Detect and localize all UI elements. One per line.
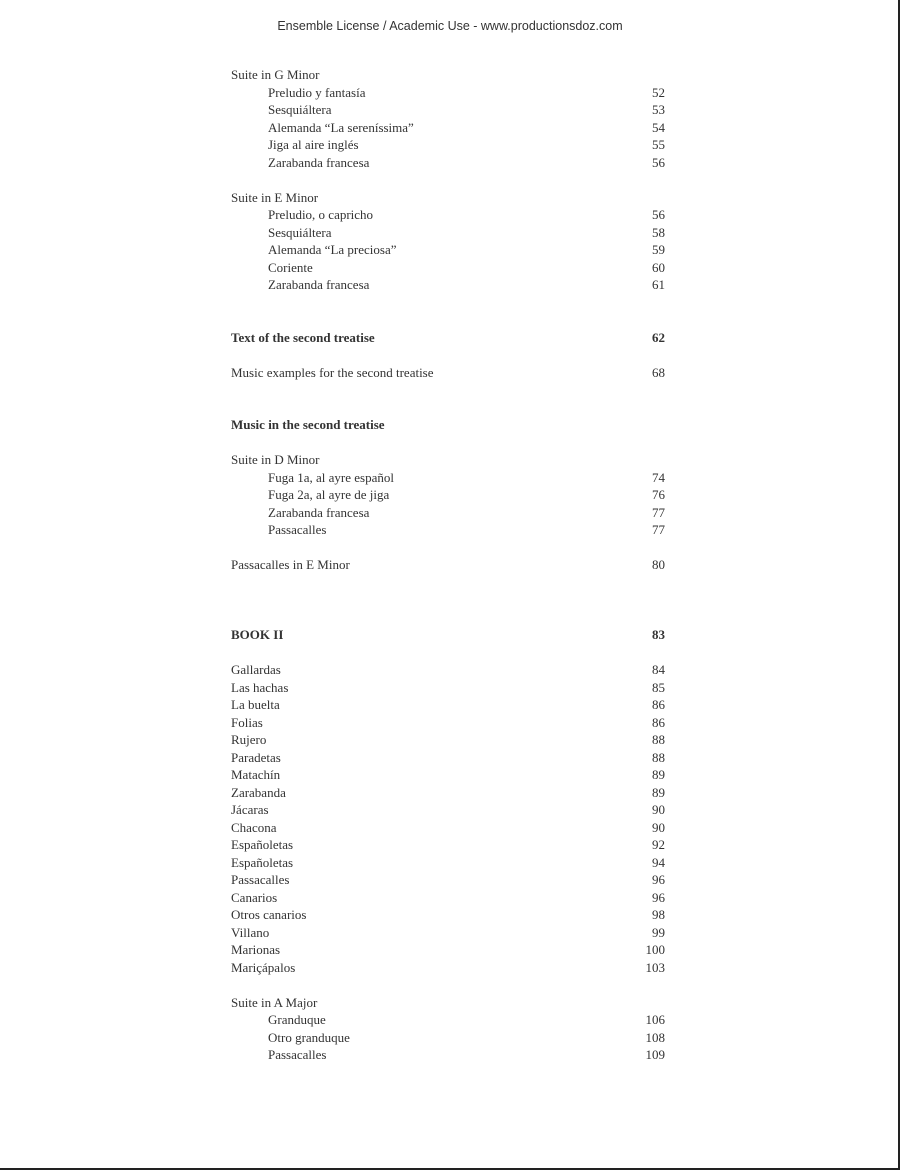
entry-page: 94: [652, 854, 665, 870]
entry-page: 56: [652, 207, 665, 222]
entry-label: Matachín: [231, 767, 281, 782]
entry-page: 92: [652, 837, 665, 852]
toc-entry: [231, 224, 665, 242]
toc-entry: [231, 941, 665, 959]
entry-label: Españoletas: [231, 837, 294, 852]
heading-page: 62: [652, 329, 665, 345]
entry-page: 106: [645, 1012, 665, 1027]
entry-page: 80: [652, 557, 665, 572]
toc-entry: [231, 154, 665, 172]
table-of-contents: [231, 66, 665, 1064]
entry-label: Canarios: [231, 889, 278, 905]
entry-label: Zarabanda francesa: [268, 277, 370, 292]
spacer: [231, 539, 665, 557]
entry-label: Marionas: [231, 942, 281, 957]
toc-entry: [231, 871, 665, 889]
entry-page: 103: [645, 959, 665, 975]
entry-label: Las hachas: [231, 679, 289, 695]
entry-page: 89: [652, 784, 665, 800]
spacer: [231, 644, 665, 662]
entry-label: Granduque: [268, 1012, 326, 1027]
toc-entry: [231, 801, 665, 819]
entry-page: 89: [652, 767, 665, 782]
toc-entry: [231, 906, 665, 924]
entry-page: 53: [652, 102, 665, 117]
entry-page: 56: [652, 154, 665, 170]
entry-label: Zarabanda francesa: [268, 154, 370, 170]
toc-entry: [231, 364, 665, 382]
entry-page: 90: [652, 819, 665, 835]
entry-label: Preludio y fantasía: [268, 84, 366, 100]
entry-page: 88: [652, 749, 665, 765]
heading-page: 83: [652, 627, 665, 642]
entry-page: 90: [652, 802, 665, 817]
toc-heading: [231, 416, 665, 434]
toc-section-title: [231, 189, 665, 207]
entry-page: 98: [652, 907, 665, 922]
entry-page: 54: [652, 119, 665, 135]
entry-page: 74: [652, 469, 665, 485]
toc-entry: [231, 504, 665, 522]
entry-label: Otros canarios: [231, 907, 307, 922]
entry-label: Sesquiáltera: [268, 224, 332, 240]
entry-page: 109: [645, 1047, 665, 1062]
toc-entry: [231, 84, 665, 102]
spacer: [231, 171, 665, 189]
entry-page: 88: [652, 732, 665, 747]
toc-entry: [231, 784, 665, 802]
entry-label: Folias: [231, 714, 263, 730]
spacer: [231, 434, 665, 452]
toc-entry: [231, 521, 665, 539]
entry-label: Fuga 1a, al ayre español: [268, 469, 394, 485]
entry-label: Paradetas: [231, 749, 281, 765]
toc-entry: [231, 696, 665, 714]
entry-label: Sesquiáltera: [268, 102, 332, 117]
entry-label: Chacona: [231, 819, 277, 835]
entry-label: Villano: [231, 924, 270, 940]
entry-label: Mariçápalos: [231, 959, 296, 975]
toc-heading: [231, 329, 665, 347]
entry-label: Coriente: [268, 259, 313, 275]
entry-page: 60: [652, 259, 665, 275]
toc-entry: [231, 259, 665, 277]
toc-section-title: [231, 994, 665, 1012]
spacer: [231, 346, 665, 364]
entry-page: 96: [652, 872, 665, 887]
entry-label: Passacalles: [268, 522, 327, 537]
entry-label: Otro granduque: [268, 1029, 350, 1045]
toc-entry: [231, 889, 665, 907]
toc-entry: [231, 854, 665, 872]
toc-entry: [231, 556, 665, 574]
entry-page: 59: [652, 242, 665, 257]
toc-section-title: [231, 451, 665, 469]
entry-page: 58: [652, 224, 665, 240]
section-title: Suite in G Minor: [231, 67, 320, 82]
entry-label: Alemanda “La sereníssima”: [268, 119, 414, 135]
toc-entry: [231, 714, 665, 732]
entry-page: 96: [652, 889, 665, 905]
entry-label: Gallardas: [231, 662, 281, 677]
entry-page: 77: [652, 504, 665, 520]
spacer: [231, 294, 665, 329]
entry-page: 76: [652, 487, 665, 502]
toc-entry: [231, 1046, 665, 1064]
entry-label: Jiga al aire inglés: [268, 137, 359, 152]
entry-page: 108: [645, 1029, 665, 1045]
entry-label: Fuga 2a, al ayre de jiga: [268, 487, 390, 502]
entry-label: Rujero: [231, 732, 267, 747]
toc-entry: [231, 766, 665, 784]
toc-entry: [231, 819, 665, 837]
toc-entry: [231, 276, 665, 294]
spacer: [231, 381, 665, 416]
toc-entry: [231, 959, 665, 977]
entry-label: Preludio, o capricho: [268, 207, 374, 222]
toc-entry: [231, 486, 665, 504]
entry-label: Passacalles: [268, 1047, 327, 1062]
toc-entry: [231, 206, 665, 224]
entry-page: 52: [652, 84, 665, 100]
entry-page: 86: [652, 714, 665, 730]
entry-label: Zarabanda: [231, 784, 286, 800]
entry-label: Alemanda “La preciosa”: [268, 242, 397, 257]
entry-page: 84: [652, 662, 665, 677]
entry-page: 99: [652, 924, 665, 940]
toc-entry: [231, 136, 665, 154]
section-title: Suite in D Minor: [231, 452, 320, 467]
entry-page: 61: [652, 277, 665, 292]
entry-label: Passacalles in E Minor: [231, 557, 350, 572]
spacer: [231, 976, 665, 994]
entry-label: Music examples for the second treatise: [231, 364, 434, 380]
entry-label: Jácaras: [231, 802, 269, 817]
toc-entry: [231, 749, 665, 767]
toc-entry: [231, 119, 665, 137]
entry-page: 77: [652, 522, 665, 537]
heading-label: BOOK II: [231, 627, 284, 642]
toc-entry: [231, 661, 665, 679]
toc-heading: [231, 626, 665, 644]
entry-label: Passacalles: [231, 872, 290, 887]
heading-label: Text of the second treatise: [231, 329, 375, 345]
section-title: Suite in E Minor: [231, 189, 319, 205]
entry-page: 100: [645, 942, 665, 957]
toc-entry: [231, 1029, 665, 1047]
toc-entry: [231, 836, 665, 854]
spacer: [231, 574, 665, 627]
toc-entry: [231, 1011, 665, 1029]
heading-label: Music in the second treatise: [231, 417, 385, 432]
toc-section-title: [231, 66, 665, 84]
section-title: Suite in A Major: [231, 994, 318, 1010]
toc-entry: [231, 469, 665, 487]
entry-page: 86: [652, 697, 665, 712]
entry-page: 68: [652, 364, 665, 380]
entry-label: Españoletas: [231, 854, 294, 870]
toc-entry: [231, 731, 665, 749]
entry-page: 85: [652, 679, 665, 695]
toc-entry: [231, 679, 665, 697]
entry-label: La buelta: [231, 697, 280, 712]
toc-entry: [231, 924, 665, 942]
license-header: Ensemble License / Academic Use - www.productionsdoz.com: [277, 19, 623, 33]
toc-entry: [231, 241, 665, 259]
entry-page: 55: [652, 137, 665, 152]
toc-entry: [231, 101, 665, 119]
entry-label: Zarabanda francesa: [268, 504, 370, 520]
